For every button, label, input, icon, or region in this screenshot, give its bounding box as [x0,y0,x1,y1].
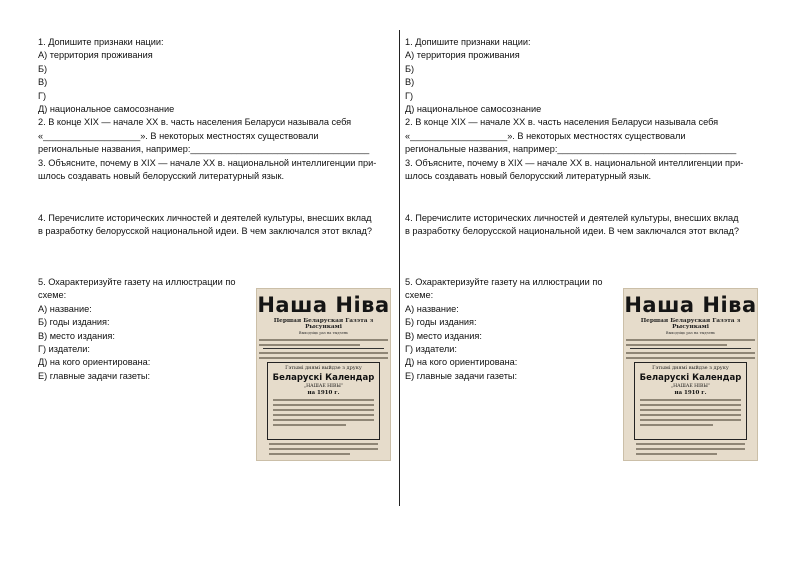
newspaper-text-line [640,404,741,406]
newspaper-text-line [640,424,713,426]
newspaper-text-line [273,419,374,421]
q1-item-v: В) [38,77,48,88]
newspaper-text-line [636,448,745,450]
q1-item-b: Б) [405,63,415,74]
question-2-line-1: 2. В конце XIX — начале XX в. часть населения Беларуси называла себя [38,117,352,128]
newspaper-text-line [273,404,374,406]
q5-item-v: В) место издания: [405,330,482,341]
newspaper-text-line [273,424,346,426]
q1-item-g: Г) [405,90,414,101]
question-2-line-2: «___________________». В некоторых местностях существовали [38,130,319,141]
question-3-line-1: 3. Объясните, почему в XIX — начале XX в. национальной интеллигенции при- [38,157,377,168]
question-1-title: 1. Допишите признаки нации: [38,37,164,47]
newspaper-text-line [636,453,717,455]
question-3-line-2: шлось создавать новый белорусский литературный язык. [38,171,285,182]
question-2-line-3: региональные названия, например:___________________________________ [405,144,737,155]
question-5-line-2: схеме: [38,290,67,301]
newspaper-text-line [636,443,745,445]
worksheet-right [405,36,761,396]
newspaper-image [256,288,391,461]
question-3-line-1: 3. Объясните, почему в XIX — начале XX в. национальной интеллигенции при- [405,157,744,168]
calendar-year: на 1910 г. [674,390,707,396]
q1-item-d: Д) национальное самосознание [405,104,542,115]
worksheet-left [38,36,394,396]
newspaper-text-line [626,357,755,359]
question-4 [38,212,372,239]
newspaper-text-line [640,419,741,421]
newspaper-text-line [259,357,388,359]
q5-item-d: Д) на кого ориентирована: [38,357,151,368]
calendar-subtitle: „НАШАЕ НІВЫ“ [670,384,711,389]
newspaper-text-line [273,414,374,416]
q5-item-g: Г) издатели: [405,344,457,355]
question-3-line-2: шлось создавать новый белорусский литературный язык. [405,171,652,182]
q5-item-b: Б) годы издания: [405,317,477,328]
question-4-line-2: в разработку белорусской национальной идеи. В чем заключался этот вклад? [38,226,373,237]
q1-item-a: А) территория проживания [405,50,520,61]
newspaper-text-line [273,399,374,401]
newspaper-text-line [640,399,741,401]
q1-item-g: Г) [38,90,47,101]
calendar-year: на 1910 г. [307,390,340,396]
q5-item-b: Б) годы издания: [38,317,110,328]
newspaper-text-line [259,339,388,341]
calendar-title: Беларускі Календар [272,373,375,383]
q5-item-g: Г) издатели: [38,344,90,355]
q5-item-e: Е) главные задачи газеты: [38,370,151,381]
newspaper-subtitle: Першая Беларуская Газэта з Рысункамі [273,318,374,330]
newspaper-text-line [269,448,378,450]
q5-item-d: Д) на кого ориентирована: [405,357,518,368]
calendar-ad-box [267,362,380,440]
question-2-line-1: 2. В конце XIX — начале XX в. часть населения Беларуси называла себя [405,117,719,128]
newspaper-tagline: Выходзіць раз на тыдзень [298,331,349,335]
question-5 [38,276,248,383]
newspaper-text-line [640,414,741,416]
question-1-title: 1. Допишите признаки нации: [405,37,531,47]
question-2-line-3: региональные названия, например:___________________________________ [38,144,370,155]
question-4-line-1: 4. Перечислите исторических личностей и деятелей культуры, внесших вклад [405,213,739,223]
newspaper-text-line [626,352,755,354]
q5-item-v: В) место издания: [38,330,115,341]
newspaper-text-line [269,453,350,455]
question-4-line-1: 4. Перечислите исторических личностей и деятелей культуры, внесших вклад [38,213,372,223]
q1-item-b: Б) [38,63,48,74]
question-5-line-1: 5. Охарактеризуйте газету на иллюстрации по [38,277,236,287]
newspaper-text-line [273,409,374,411]
calendar-subtitle: „НАШАЕ НІВЫ“ [303,384,344,389]
question-4 [405,212,739,239]
newspaper-text-line [259,352,388,354]
question-5 [405,276,615,383]
question-4-line-2: в разработку белорусской национальной идеи. В чем заключался этот вклад? [405,226,740,237]
calendar-title: Беларускі Календар [639,373,742,383]
question-5-line-2: схеме: [405,290,434,301]
q1-item-v: В) [405,77,415,88]
q5-item-e: Е) главные задачи газеты: [405,370,518,381]
newspaper-masthead: Наша Ніва [624,293,757,317]
newspaper-masthead: Наша Ніва [257,293,390,317]
calendar-ad-box [634,362,747,440]
newspaper-text-line [269,443,378,445]
newspaper-text-line [259,344,360,346]
newspaper-text-line [640,409,741,411]
q5-item-a: А) название: [38,303,92,314]
newspaper-rule [263,348,384,349]
newspaper-tagline: Выходзіць раз на тыдзень [665,331,716,335]
newspaper-image [623,288,758,461]
newspaper-subtitle: Першая Беларуская Газэта з Рысункамі [640,318,741,330]
q1-item-a: А) территория проживания [38,50,153,61]
q1-item-d: Д) национальное самосознание [38,104,175,115]
question-2-line-2: «___________________». В некоторых местностях существовали [405,130,686,141]
newspaper-text-line [626,344,727,346]
newspaper-text-line [626,339,755,341]
page-divider [399,30,400,506]
calendar-note: Гэтымі днямі выйдзе з друку [652,365,729,371]
q5-item-a: А) название: [405,303,459,314]
question-5-line-1: 5. Охарактеризуйте газету на иллюстрации по [405,277,603,287]
newspaper-rule [630,348,751,349]
calendar-note: Гэтымі днямі выйдзе з друку [285,365,362,371]
